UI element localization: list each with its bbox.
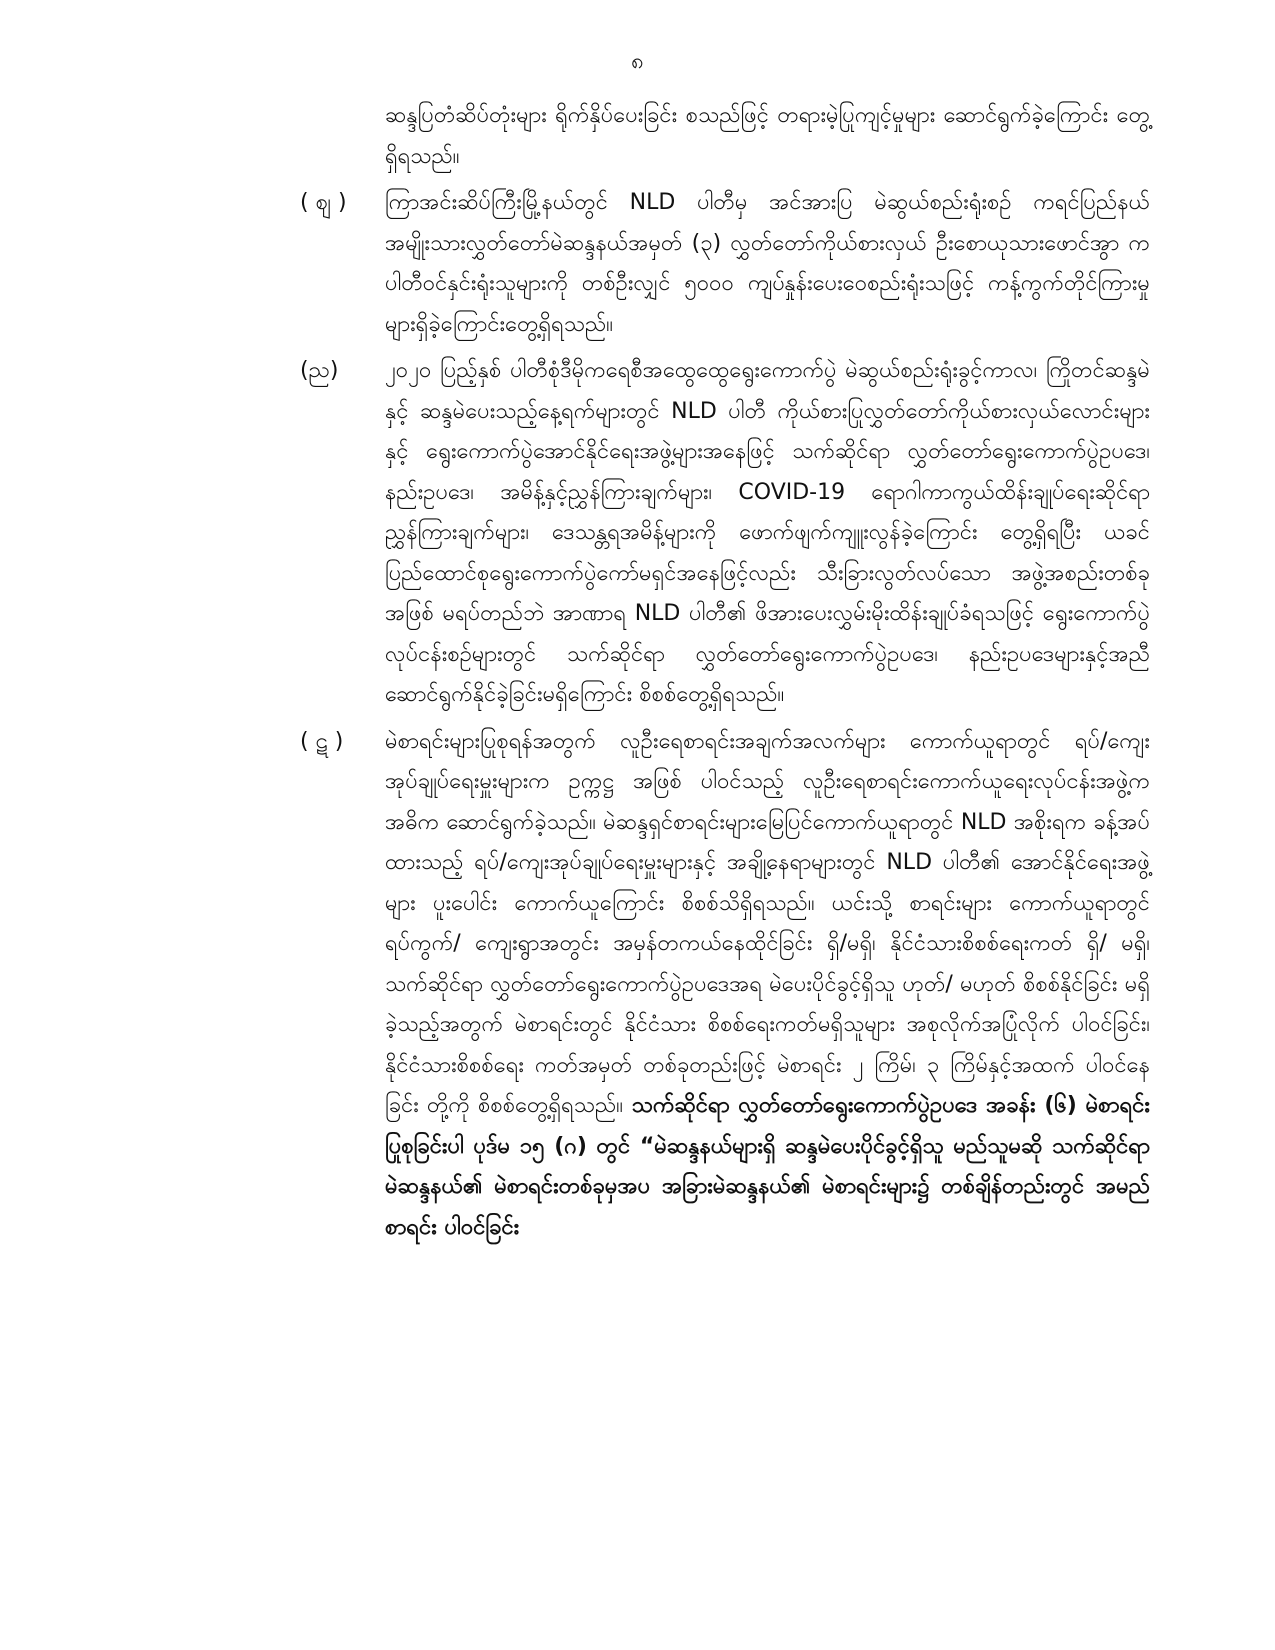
paragraph-text: ဆန္ဒပြတံဆိပ်တုံးများ ရိုက်နှိပ်ပေးခြင်း စသည်ဖြင့် တရားမဲ့ပြုကျင့်မှုများ ဆောင်ရွက်ခဲ့ကြောင်း တွေ့ရှိရသည်။	[385, 103, 1150, 169]
paragraph-text: ၂၀၂၀ ပြည့်နှစ် ပါတီစုံဒီမိုကရေစီအထွေထွေရွေးကောက်ပွဲ မဲဆွယ်စည်းရုံးခွင့်ကာလ၊ ကြိုတင်ဆန္ဒမဲနှင့် ဆန္ဒမဲပေးသည့်နေ့ရက်များတွင် NLD ပါတီ ကိုယ်စားပြုလွှတ်တော်ကိုယ်စားလှယ်လောင်းများနှင့် ရွေးကောက်ပွဲအောင်နိုင်ရေးအဖွဲ့များအနေဖြင့် သက်ဆိုင်ရာ လွှတ်တော်ရွေးကောက်ပွဲဥပဒေ၊ နည်းဥပဒေ၊ အမိန့်နှင့်ညွှန်ကြားချက်များ၊ COVID-19 ရောဂါကာကွယ်ထိန်းချုပ်ရေးဆိုင်ရာ ညွှန်ကြားချက်များ၊ ဒေသန္တရအမိန့်များကို ဖောက်ဖျက်ကျူးလွန်ခဲ့ကြောင်း တွေ့ရှိရပြီး ယခင် ပြည်ထောင်စုရွေးကောက်ပွဲကော်မရှင်အနေဖြင့်လည်း သီးခြားလွတ်လပ်သော အဖွဲ့အစည်းတစ်ခုအဖြစ် မရပ်တည်ဘဲ အာဏာရ NLD ပါတီ၏ ဖိအားပေးလွှမ်းမိုးထိန်းချုပ်ခံရသဖြင့် ရွေးကောက်ပွဲလုပ်ငန်းစဉ်များတွင် သက်ဆိုင်ရာ လွှတ်တော်ရွေးကောက်ပွဲဥပဒေ၊ နည်းဥပဒေများနှင့်အညီ ဆောင်ရွက်နိုင်ခဲ့ခြင်းမရှိကြောင်း စိစစ်တွေ့ရှိရသည်။	[385, 358, 1150, 707]
paragraph-text: ကြာအင်းဆိပ်ကြီးမြို့နယ်တွင် NLD ပါတီမှ အင်အားပြ မဲဆွယ်စည်းရုံးစဉ် ကရင်ပြည်နယ် အမျိုးသားလွှတ်တော်မဲဆန္ဒနယ်အမှတ် (၃) လွှတ်တော်ကိုယ်စားလှယ် ဦးစောယုသားဖောင်အွာ က ပါတီဝင်နှင်းရုံးသူများကို တစ်ဦးလျှင် ၅၀၀၀ ကျပ်နှုန်းပေးဝေစည်းရုံးသဖြင့် ကန့်ကွက်တိုင်ကြားမှုများရှိခဲ့ကြောင်းတွေ့ရှိရသည်။	[385, 190, 1150, 337]
document-body	[300, 96, 1150, 1254]
page-number: ၈	[631, 49, 644, 74]
paragraph-text: မဲစာရင်းများပြုစုရန်အတွက် လူဦးရေစာရင်းအချက်အလက်များ ကောက်ယူရာတွင် ရပ်/ကျေးအုပ်ချုပ်ရေးမှူးများက ဥက္ကဋ္ဌ အဖြစ် ပါဝင်သည့် လူဦးရေစာရင်းကောက်ယူရေးလုပ်ငန်းအဖွဲ့က အဓိက ဆောင်ရွက်ခဲ့သည်။ မဲဆန္ဒရှင်စာရင်းများမြေပြင်ကောက်ယူရာတွင် NLD အစိုးရက ခန့်အပ်ထားသည့် ရပ်/ကျေးအုပ်ချုပ်ရေးမှူးများနှင့် အချို့နေရာများတွင် NLD ပါတီ၏ အောင်နိုင်ရေးအဖွဲ့များ ပူးပေါင်း ကောက်ယူကြောင်း စိစစ်သိရှိရသည်။ ယင်းသို့ စာရင်းများ ကောက်ယူရာတွင် ရပ်ကွက်/ ကျေးရွာအတွင်း အမှန်တကယ်နေထိုင်ခြင်း ရှိ/မရှိ၊ နိုင်ငံသားစိစစ်ရေးကတ် ရှိ/ မရှိ၊ သက်ဆိုင်ရာ လွှတ်တော်ရွေးကောက်ပွဲဥပဒေအရ မဲပေးပိုင်ခွင့်ရှိသူ ဟုတ်/ မဟုတ် စိစစ်နိုင်ခြင်း မရှိခဲ့သည့်အတွက် မဲစာရင်းတွင် နိုင်ငံသား စိစစ်ရေးကတ်မရှိသူများ အစုလိုက်အပြုံလိုက် ပါဝင်ခြင်း၊ နိုင်ငံသားစိစစ်ရေး ကတ်အမှတ် တစ်ခုတည်းဖြင့် မဲစာရင်း ၂ ကြိမ်၊ ၃ ကြိမ်နှင့်အထက် ပါဝင်နေခြင်း တို့ကို စိစစ်တွေ့ရှိရသည်။	[385, 728, 1150, 1118]
paragraph-continuation	[300, 96, 1150, 177]
paragraph-tta	[300, 722, 1150, 1249]
paragraph-nya	[300, 351, 1150, 716]
paragraph-marker: (ည)	[300, 358, 339, 383]
paragraph-marker: ( ဈ )	[300, 190, 347, 215]
paragraph-bold-text: သက်ဆိုင်ရာ လွှတ်တော်ရွေးကောက်ပွဲဥပဒေ အခန်း (၆) မဲစာရင်းပြုစုခြင်းပါ ပုဒ်မ ၁၅ (ဂ) တွင် “မဲဆန္ဒနယ်များရှိ ဆန္ဒမဲပေးပိုင်ခွင့်ရှိသူ မည်သူမဆို သက်ဆိုင်ရာ မဲဆန္ဒနယ်၏ မဲစာရင်းတစ်ခုမှအပ အခြားမဲဆန္ဒနယ်၏ မဲစာရင်းများ၌ တစ်ချိန်တည်းတွင် အမည်စာရင်း ပါဝင်ခြင်း	[385, 1093, 1151, 1240]
paragraph-jha	[300, 183, 1150, 345]
paragraph-marker: ( ဋ )	[300, 728, 344, 754]
